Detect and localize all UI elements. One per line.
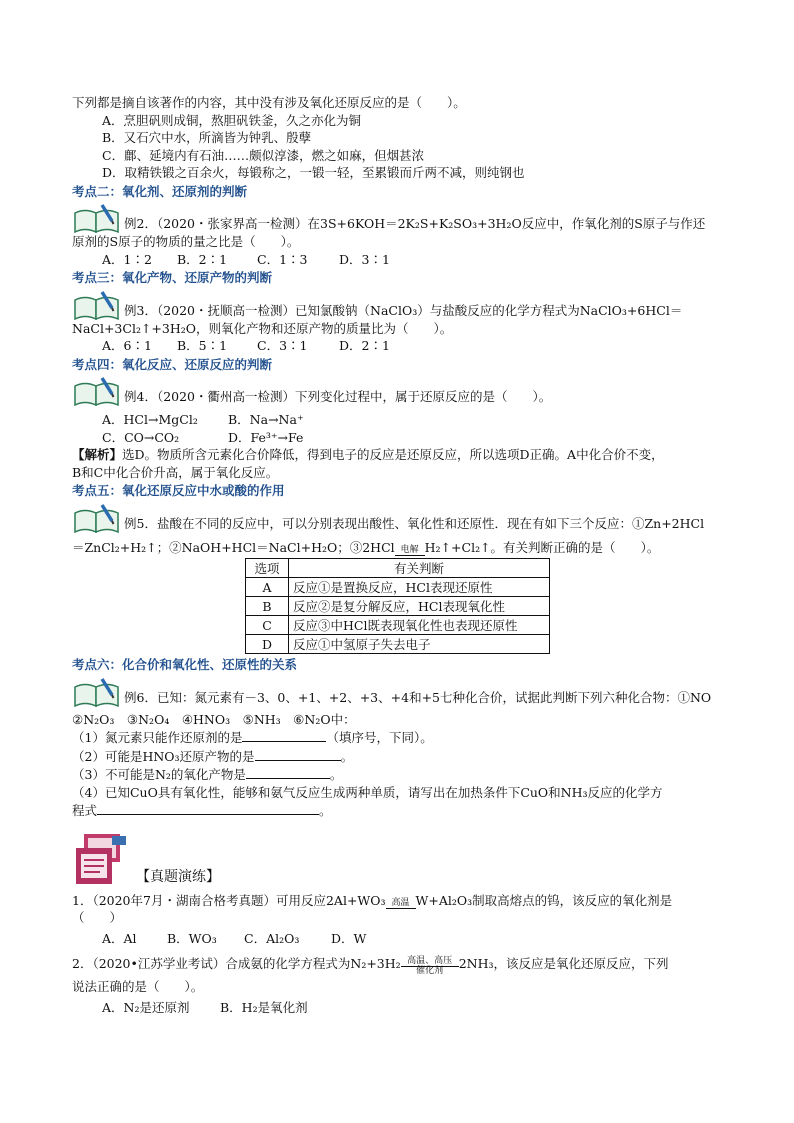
table-cell: 反应①是置换反应，HCl表现还原性	[289, 578, 550, 597]
option-b: B．2∶1	[177, 251, 228, 267]
example-3-line-1: 例3．（2020・抚顺高一检测）已知氯酸钠（NaClO₃）与盐酸反应的化学方程式为NaClO₃+6HCl＝	[124, 302, 683, 318]
practice-2-line-2: 说法正确的是（ ）。	[72, 979, 204, 994]
example-2-line-1: 例2．（2020・张家界高一检测）在3S+6KOH＝2K₂S+K₂SO₃+3H₂O反应中，作氧化剂的S原子与作还	[124, 216, 706, 231]
sub-question-4: （4）已知CuO具有氧化性，能够和氨气反应生成两种单质，请写出在加热条件下CuO和NH₃反应的化学方	[72, 784, 663, 800]
kaodian-4-heading: 考点四：氧化反应、还原反应的判断	[72, 356, 273, 372]
option-d: D．2∶1	[339, 338, 390, 353]
answer-blank-1[interactable]	[242, 728, 326, 742]
example-4-options-row-1	[72, 411, 732, 429]
option-b: B．又石穴中水，所滴皆为钟乳、殷孽	[102, 130, 312, 145]
sub-question-2: （2）可能是HNO₃还原产物的是 。	[72, 748, 354, 764]
answer-blank-2[interactable]	[255, 747, 341, 761]
analysis-line-1: 【解析】选D。物质所含元素化合价降低，得到电子的反应是还原反应，所以选项D正确。A中化合价不变，	[72, 447, 664, 462]
option-d: D．W	[331, 930, 367, 946]
option-c: C．鄜、延境内有石油……颇似淳漆，燃之如麻，但烟甚浓	[102, 147, 425, 163]
practice-1-options	[72, 930, 732, 948]
table-cell: A	[246, 578, 289, 597]
example-6-line-1: 例6．已知：氮元素有－3、0、+1、+2、+3、+4和+5七种化合价，试据此判断下列六种化合物：①NO	[124, 689, 712, 705]
option-b: B．5∶1	[177, 338, 228, 353]
high-temp-condition: 高温	[386, 899, 416, 909]
option-b: B．WO₃	[167, 930, 217, 946]
example-6-line-2: ②N₂O₃ ③N₂O₄ ④HNO₃ ⑤NH₃ ⑥N₂O中：	[72, 711, 356, 727]
table-header-cell: 选项	[246, 559, 289, 578]
electrolysis-condition: 电解	[395, 546, 425, 556]
table-header-row	[246, 559, 550, 578]
table-row	[246, 616, 550, 635]
table-cell: 反应①中氢原子失去电子	[289, 635, 550, 654]
sub-question-4-line-2: 程式 。	[72, 803, 332, 818]
example-3-options	[72, 337, 732, 355]
table-cell: 反应③中HCl既表现氧化性也表现还原性	[289, 616, 550, 635]
example-5-line-1: 例5．盐酸在不同的反应中，可以分别表现出酸性、氧化性和还原性．现在有如下三个反应：①Zn+2HCl	[124, 515, 705, 531]
practice-section-header	[72, 828, 732, 888]
option-a: A．1∶2	[102, 251, 152, 267]
kaodian-5-heading: 考点五：氧化还原反应中水或酸的作用	[72, 483, 285, 498]
option-d: D．取精铁锻之百余火，每锻称之，一锻一轻，至累锻而斤两不减，则纯钢也	[102, 165, 525, 180]
table-row	[246, 635, 550, 654]
table-header-cell: 有关判断	[289, 559, 550, 578]
option-a: A．烹胆矾则成铜，熬胆矾铁釜，久之亦化为铜	[102, 112, 362, 128]
kaodian-2-heading: 考点二：氧化剂、还原剂的判断	[72, 183, 248, 199]
table-cell: B	[246, 597, 289, 616]
table-cell: D	[246, 635, 289, 654]
option-c: C．CO→CO₂	[102, 429, 180, 445]
practice-1-line-2: （ ）	[72, 910, 123, 925]
option-a: A．HCl→MgCl₂	[102, 412, 198, 427]
question-stem: 下列都是摘自该著作的内容，其中没有涉及氧化还原反应的是（ ）。	[72, 95, 466, 110]
answer-blank-3[interactable]	[246, 765, 330, 779]
option-a: A．N₂是还原剂	[102, 999, 190, 1015]
table-row	[246, 578, 550, 597]
book-pencil-icon	[72, 376, 122, 406]
option-c: C．1∶3	[257, 251, 308, 267]
answer-blank-4[interactable]	[97, 801, 319, 815]
analysis-label: 【解析】	[72, 447, 123, 462]
example-4-options-row-2	[72, 429, 732, 447]
example-5	[72, 503, 732, 533]
option-c: C．3∶1	[257, 338, 308, 353]
option-b: B．Na→Na⁺	[228, 412, 304, 427]
analysis-line-2: B和C中化合价升高，属于氧化反应。	[72, 464, 279, 480]
synthesis-condition: 高温、高压 催化剂	[401, 957, 459, 976]
practice-1-line-1: 1．（2020年7月・湖南合格考真题）可用反应2Al+WO₃ 高温 W+Al₂O₃制取高熔点的钨，该反应的氧化剂是	[72, 892, 673, 908]
option-a: A．6∶1	[102, 338, 152, 353]
practice-2-options	[72, 999, 732, 1017]
example-4	[72, 376, 732, 406]
option-c: C．Al₂O₃	[244, 930, 300, 946]
example-2-line-2: 原剂的S原子的物质的量之比是（ ）。	[72, 234, 300, 249]
example-3	[72, 290, 732, 320]
example-5-line-2: ＝ZnCl₂+H₂↑；②NaOH+HCl＝NaCl+H₂O；③2HCl 电解 H₂↑+Cl₂↑。有关判断正确的是（ ）。	[72, 539, 660, 555]
document-page	[72, 94, 732, 1016]
options-table	[245, 558, 550, 654]
practice-document-icon	[72, 828, 132, 888]
section-title: 【真题演练】	[136, 868, 220, 885]
book-pencil-icon	[72, 503, 122, 533]
option-b: B．H₂是氧化剂	[220, 999, 308, 1015]
option-d: D．Fe³⁺→Fe	[228, 429, 304, 445]
sub-question-3: （3）不可能是N₂的氧化产物是 。	[72, 767, 343, 782]
example-2-options	[72, 251, 732, 269]
option-a: A．Al	[102, 930, 137, 946]
book-pencil-icon	[72, 290, 122, 320]
book-pencil-icon	[72, 677, 122, 707]
kaodian-6-heading: 考点六：化合价和氧化性、还原性的关系	[72, 657, 298, 672]
example-3-line-2: NaCl+3Cl₂↑+3H₂O，则氧化产物和还原产物的质量比为（ ）。	[72, 320, 453, 336]
practice-2-line-1: 2．（2020•江苏学业考试）合成氨的化学方程式为N₂+3H₂ 高温、高压 催化剂 2NH₃，该反应是氧化还原反应，下列	[72, 956, 669, 976]
example-6	[72, 677, 732, 707]
table-cell: C	[246, 616, 289, 635]
kaodian-3-heading: 考点三：氧化产物、还原产物的判断	[72, 270, 273, 285]
example-4-line-1: 例4．（2020・衢州高一检测）下列变化过程中，属于还原反应的是（ ）。	[124, 389, 552, 404]
example-2	[72, 203, 732, 233]
sub-question-1: （1）氮元素只能作还原剂的是 （填序号，下同）。	[72, 730, 433, 745]
book-pencil-icon	[72, 203, 122, 233]
table-row	[246, 597, 550, 616]
table-cell: 反应②是复分解反应，HCl表现氧化性	[289, 597, 550, 616]
option-d: D．3∶1	[339, 251, 390, 267]
